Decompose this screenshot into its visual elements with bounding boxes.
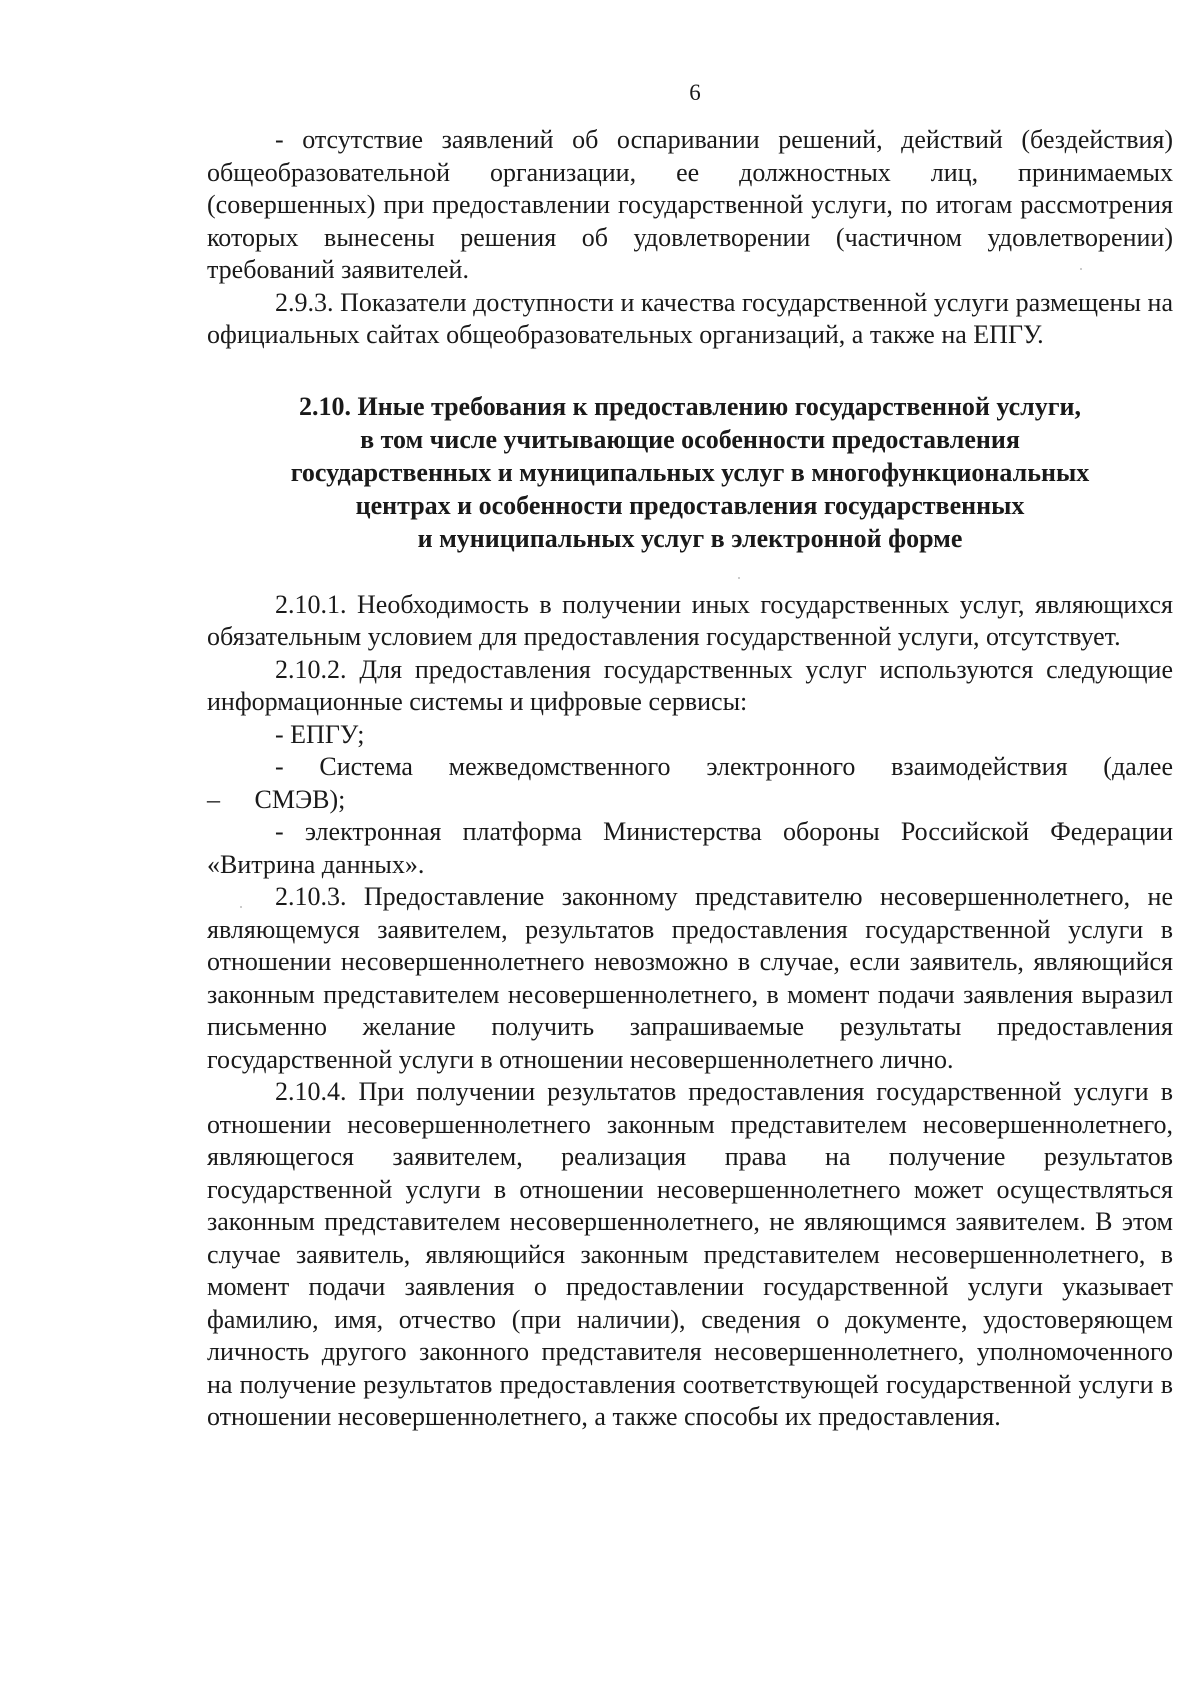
heading-line: государственных и муниципальных услуг в многофункциональных: [290, 457, 1090, 487]
paragraph-2-10-3: 2.10.3. Предоставление законному представителю несовершеннолетнего, не являющемуся заявителем, результатов предоставления государственной услуги в отношении несовершеннолетнего невозможно в случае, если заявитель, являющийся законным представителем несовершеннолетнего, в момент подачи заявления выразил письменно желание получить запрашиваемые результаты предоставления государственной услуги в отношении несовершеннолетнего лично.: [207, 882, 1173, 1074]
paragraph-2-10-1: 2.10.1. Необходимость в получении иных государственных услуг, являющихся обязательным условием для предоставления государственной услуги, отсутствует.: [207, 589, 1173, 651]
scan-artifact: [738, 577, 740, 579]
heading-line: и муниципальных услуг в электронной форме: [417, 523, 963, 553]
paragraph-2-10-2: 2.10.2. Для предоставления государственных услуг используются следующие информационные системы и цифровые сервисы:: [207, 654, 1173, 716]
scan-artifact: [1080, 268, 1082, 270]
section-heading-2-10: [207, 390, 1173, 555]
heading-line: центрах и особенности предоставления государственных: [355, 490, 1025, 520]
paragraph-2-10-4: 2.10.4. При получении результатов предоставления государственной услуги в отношении несовершеннолетнего законным представителем несовершеннолетнего, являющегося заявителем, реализация права на получение результатов государственной услуги в отношении несовершеннолетнего может осуществляться законным представителем несовершеннолетнего, не являющимся заявителем. В этом случае заявитель, являющийся законным представителем несовершеннолетнего, в момент подачи заявления о предоставлении государственной услуги указывает фамилию, имя, отчество (при наличии), сведения о документе, удостоверяющем личность другого законного представителя несовершеннолетнего, уполномоченного на получение результатов предоставления соответствующей государственной услуги в отношении несовершеннолетнего, а также способы их предоставления.: [207, 1077, 1173, 1431]
paragraph-complaints: - отсутствие заявлений об оспаривании решений, действий (бездействия) общеобразовательной организации, ее должностных лиц, принимаемых (совершенных) при предоставлении государственной услуги, по итогам рассмотрения которых вынесены решения об удовлетворении (частичном удовлетворении) требований заявителей.: [207, 125, 1173, 284]
page-number: 6: [689, 80, 701, 105]
list-item-epgu: - ЕПГУ;: [275, 719, 365, 749]
heading-line: 2.10. Иные требования к предоставлению государственной услуги,: [298, 391, 1082, 421]
document-body: [207, 124, 1173, 1434]
list-item-data-showcase: - электронная платформа Министерства обороны Российской Федерации «Витрина данных».: [207, 817, 1173, 879]
paragraph-2-9-3: 2.9.3. Показатели доступности и качества государственной услуги размещены на официальных сайтах общеобразовательных организаций, а также на ЕПГУ.: [207, 287, 1173, 349]
scan-artifact: [240, 906, 242, 908]
heading-line: в том числе учитывающие особенности предоставления: [360, 424, 1020, 454]
list-item-smev: - Система межведомственного электронного взаимодействия (далее – СМЭВ);: [207, 752, 1173, 814]
